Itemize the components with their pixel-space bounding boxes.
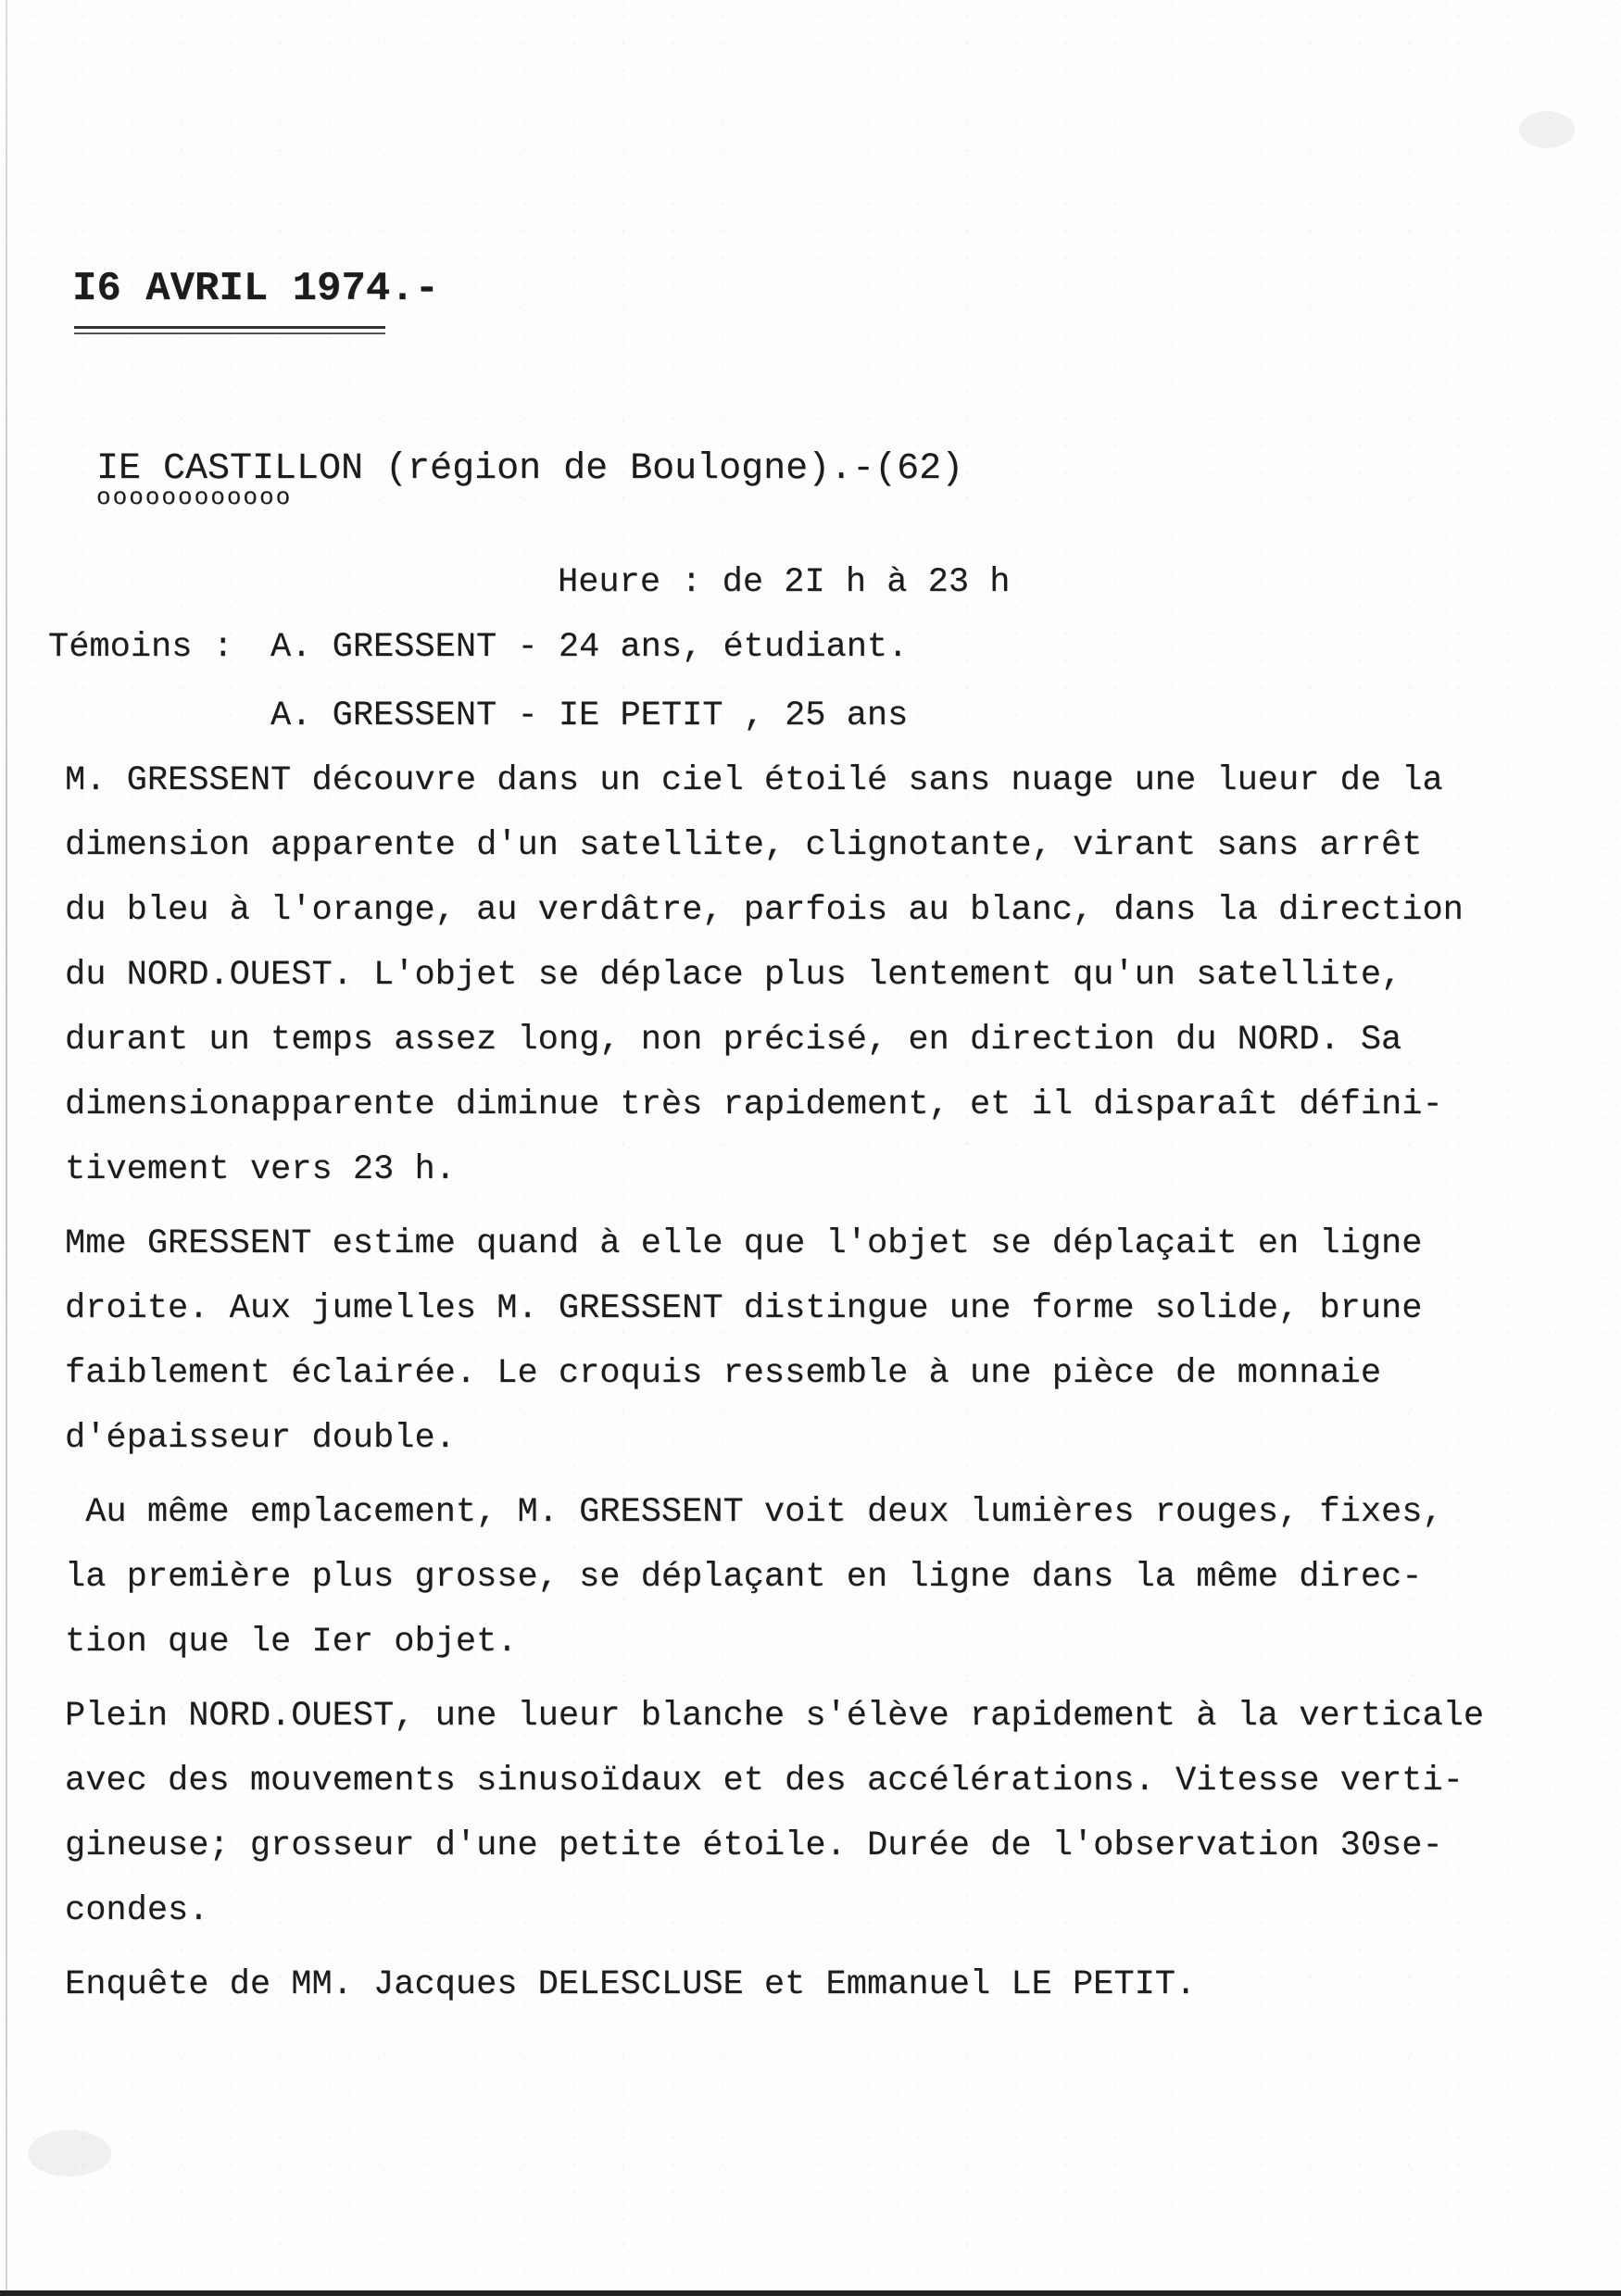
body-line: Enquête de MM. Jacques DELESCLUSE et Emmanuel LE PETIT.	[65, 1965, 1197, 2004]
scan-bottom-edge	[0, 2290, 1621, 2296]
observation-hour: Heure : de 2I h à 23 h	[558, 563, 1011, 602]
body-line: M. GRESSENT découvre dans un ciel étoilé sans nuage une lueur de la	[65, 761, 1443, 800]
location-ornament: oooooooooooo	[96, 483, 293, 511]
body-line: faiblement éclairée. Le croquis ressemble à une pièce de monnaie	[65, 1354, 1382, 1393]
body-line: dimension apparente d'un satellite, clignotante, virant sans arrêt	[65, 826, 1423, 865]
body-line: Plein NORD.OUEST, une lueur blanche s'élève rapidement à la verticale	[65, 1697, 1485, 1736]
location-heading: IE CASTILLON (région de Boulogne).-(62)	[96, 448, 964, 490]
body-line: gineuse; grosseur d'une petite étoile. Durée de l'observation 30se-	[65, 1826, 1443, 1865]
body-line: durant un temps assez long, non précisé, en direction du NORD. Sa	[65, 1021, 1402, 1060]
scan-speckle	[28, 2130, 111, 2177]
body-line: d'épaisseur double.	[65, 1419, 456, 1458]
body-line: avec des mouvements sinusoïdaux et des accélérations. Vitesse verti-	[65, 1762, 1464, 1800]
scan-speckle	[1519, 111, 1575, 148]
body-line: la première plus grosse, se déplaçant en ligne dans la même direc-	[65, 1558, 1423, 1597]
witness-label: Témoins :	[48, 628, 233, 667]
witness-2: A. GRESSENT - IE PETIT , 25 ans	[270, 696, 909, 735]
body-line: condes.	[65, 1891, 209, 1930]
body-line: du NORD.OUEST. L'objet se déplace plus lentement qu'un satellite,	[65, 956, 1402, 995]
body-line: dimensionapparente diminue très rapidement, et il disparaît défini-	[65, 1085, 1443, 1124]
body-line: droite. Aux jumelles M. GRESSENT distingue une forme solide, brune	[65, 1289, 1423, 1328]
body-line: tivement vers 23 h.	[65, 1150, 456, 1189]
body-line: du bleu à l'orange, au verdâtre, parfois au blanc, dans la direction	[65, 891, 1464, 930]
body-line: tion que le Ier objet.	[65, 1623, 518, 1662]
date-underline	[74, 326, 385, 334]
scan-margin-line	[6, 0, 7, 2296]
body-line: Au même emplacement, M. GRESSENT voit deux lumières rouges, fixes,	[65, 1493, 1443, 1532]
witness-1: A. GRESSENT - 24 ans, étudiant.	[270, 628, 909, 667]
report-date: I6 AVRIL 1974.-	[72, 266, 440, 312]
body-line: Mme GRESSENT estime quand à elle que l'objet se déplaçait en ligne	[65, 1224, 1423, 1263]
